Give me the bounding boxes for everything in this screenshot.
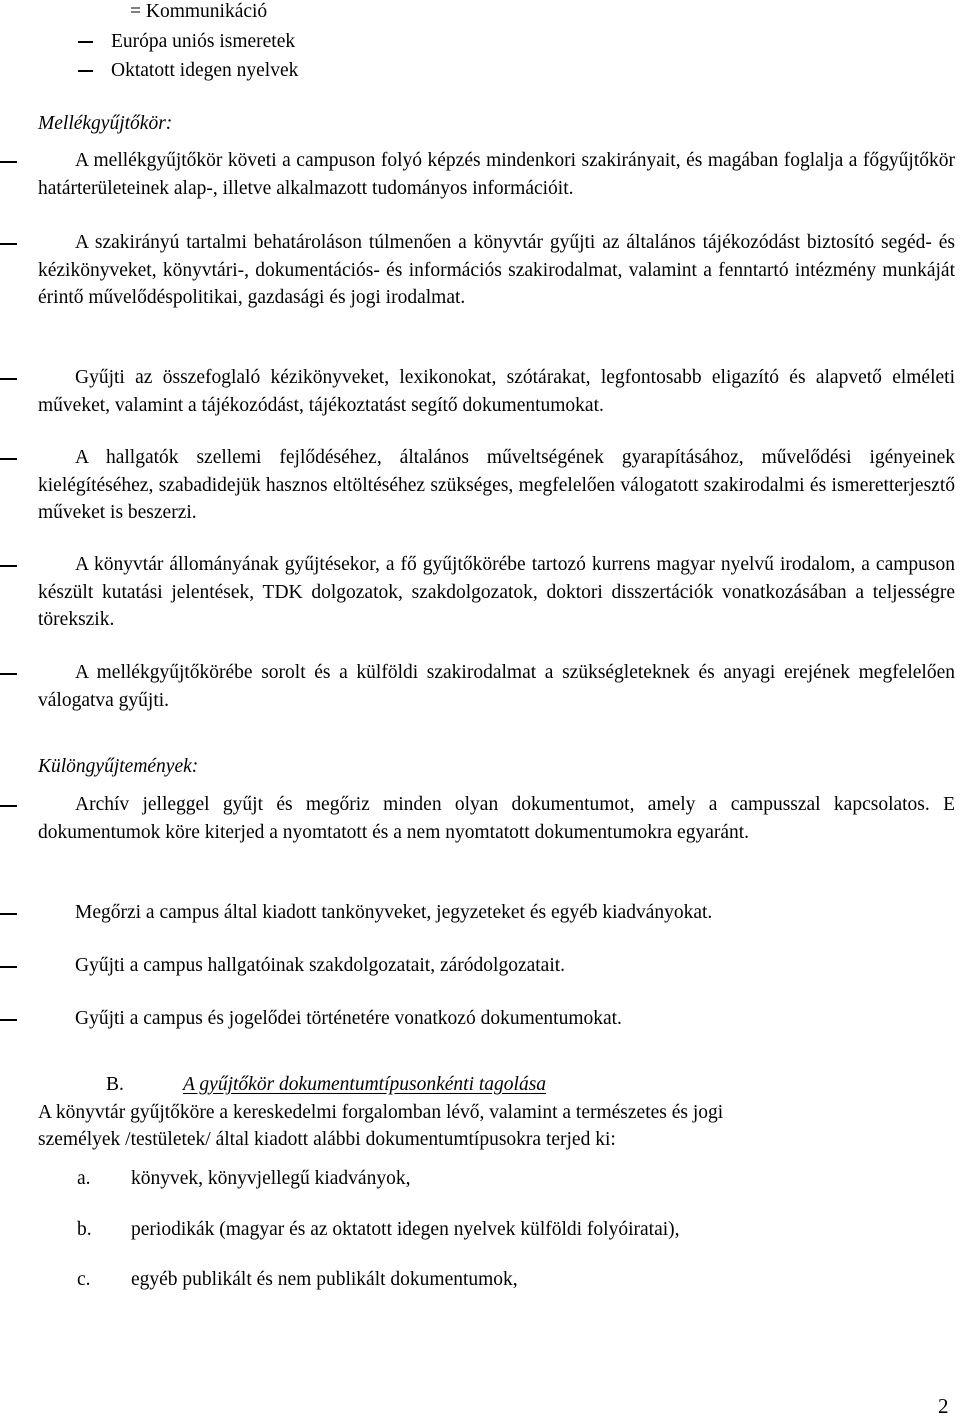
list-item-europa: Európa uniós ismeretek xyxy=(111,31,296,52)
paragraph-kulon-2: Megőrzi a campus által kiadott tankönyveket, jegyzeteket és egyéb kiadványokat. xyxy=(75,902,713,923)
list-item-c: egyéb publikált és nem publikált dokumentumok, xyxy=(131,1269,518,1290)
list-item-a: könyvek, könyvjellegű kiadványok, xyxy=(131,1168,411,1189)
paragraph-kulon-4: Gyűjti a campus és jogelődei történetére vonatkozó dokumentumokat. xyxy=(75,1008,622,1029)
list-item-idegen-nyelvek: Oktatott idegen nyelvek xyxy=(111,60,299,81)
dash-marker xyxy=(0,378,17,380)
dash-marker xyxy=(0,243,17,245)
section-b-letter: B. xyxy=(106,1074,124,1095)
dash-marker xyxy=(0,458,17,460)
section-b-intro-line1: A könyvtár gyűjtőköre a kereskedelmi forgalomban lévő, valamint a természetes és jogi xyxy=(38,1102,724,1123)
section-b-intro-line2: személyek /testületek/ által kiadott alábbi dokumentumtípusokra terjed ki: xyxy=(38,1129,616,1150)
dash-marker xyxy=(0,805,17,807)
section-b-title: A gyűjtőkör dokumentumtípusonkénti tagolása xyxy=(183,1074,547,1095)
list-marker-c: c. xyxy=(77,1269,91,1290)
paragraph-mellek-6: A mellékgyűjtőkörébe sorolt és a külföldi szakirodalmat a szükségleteknek és anyagi erejének megfelelően válogatva gyűjti. xyxy=(38,662,955,711)
paragraph-mellek-4: A hallgatók szellemi fejlődéséhez, általános műveltségének gyarapításához, művelődési igényeinek kielégítéséhez, szabadidejük hasznos eltöltéséhez szükséges, megfelelően válogatott szakirodalmi és ismeretterjesztő műveket is beszerzi. xyxy=(38,447,955,523)
paragraph-mellek-5: A könyvtár állományának gyűjtésekor, a fő gyűjtőkörébe tartozó kurrens magyar nyelvű irodalom, a campuson készült kutatási jelentések, TDK dolgozatok, szakdolgozatok, doktori disszertációk vonatkozásában a teljességre törekszik. xyxy=(38,554,955,630)
list-item-b: periodikák (magyar és az oktatott idegen nyelvek külföldi folyóiratai), xyxy=(131,1219,680,1240)
page-number: 2 xyxy=(938,1394,949,1418)
paragraph-mellek-2: A szakirányú tartalmi behatároláson túlmenően a könyvtár gyűjti az általános tájékozódást biztosító segéd- és kézikönyveket, könyvtári-, dokumentációs- és információs szakirodalmat, valamint a fenntartó intézmény munkáját érintő művelődéspolitikai, gazdasági és jogi irodalmat. xyxy=(38,232,955,308)
dash-marker xyxy=(0,913,17,915)
dash-marker xyxy=(0,673,17,675)
paragraph-mellek-3: Gyűjti az összefoglaló kézikönyveket, lexikonokat, szótárakat, legfontosabb eligazító és alapvető elméleti műveket, valamint a tájékozódást, tájékoztatást segítő dokumentumokat. xyxy=(38,367,955,416)
dash-marker xyxy=(0,966,17,968)
dash-marker xyxy=(0,565,17,567)
list-item-kommunikacio: = Kommunikáció xyxy=(130,1,268,22)
paragraph-kulon-3: Gyűjti a campus hallgatóinak szakdolgozatait, záródolgozatait. xyxy=(75,955,566,976)
list-marker-b: b. xyxy=(77,1219,92,1240)
section-heading-mellek: Mellékgyűjtőkör: xyxy=(38,113,173,134)
dash-marker xyxy=(0,1019,17,1021)
paragraph-mellek-1: A mellékgyűjtőkör követi a campuson folyó képzés mindenkori szakirányait, és magában foglalja a főgyűjtőkör határterületeinek alap-, illetve alkalmazott tudományos információit. xyxy=(38,150,955,199)
list-marker-a: a. xyxy=(77,1168,91,1189)
dash-marker xyxy=(0,161,17,163)
dash-marker xyxy=(78,70,93,72)
section-heading-kulon: Különgyűjtemények: xyxy=(38,756,199,777)
paragraph-kulon-1: Archív jelleggel gyűjt és megőriz minden olyan dokumentumot, amely a campusszal kapcsolatos. E dokumentumok köre kiterjed a nyomtatott és a nem nyomtatott dokumentumokra egyaránt. xyxy=(38,794,955,843)
dash-marker xyxy=(78,41,93,43)
